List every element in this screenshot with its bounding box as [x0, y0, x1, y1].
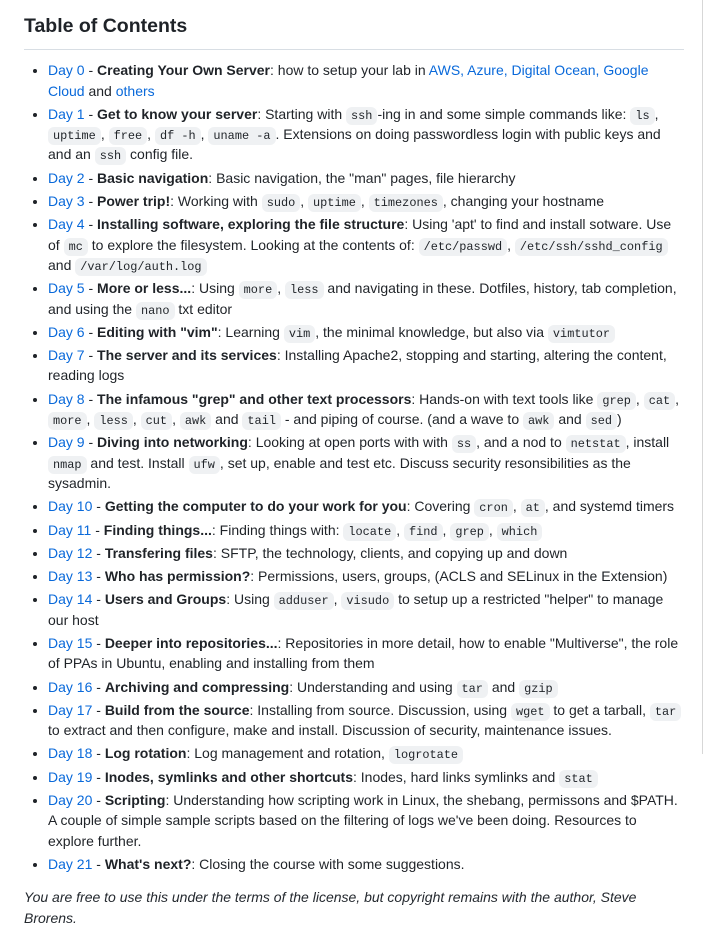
toc-item: • Day 2 - Basic navigation: Basic navigation, the "man" pages, file hierarchy [48, 168, 684, 188]
toc-item: • Day 20 - Scripting: Understanding how scripting work in Linux, the shebang, permissons and $PATH. A couple of simple sample scripts based on the filtering of logs we've been doing. Resources to explore further. [48, 790, 684, 851]
inline-code: timezones [369, 194, 443, 212]
toc-item: • Day 19 - Inodes, symlinks and other shortcuts: Inodes, hard links symlinks and stat [48, 767, 684, 787]
item-topic-title: Transfering files [104, 544, 213, 561]
inline-code: /etc/passwd [419, 238, 508, 256]
toc-item: • Day 6 - Editing with "vim": Learning vim , the minimal knowledge, but also via vimtutor [48, 322, 684, 342]
inline-code: adduser [274, 592, 334, 610]
day-link[interactable]: Day 11 [48, 521, 92, 538]
toc-item: • Day 0 - Creating Your Own Server: how to setup your lab in AWS, Azure, Digital Ocean, Google Cloud and others [48, 60, 684, 101]
toc-item: • Day 11 - Finding things...: Finding things with: locate , find , grep , which [48, 520, 684, 540]
toc-item: • Day 21 - What's next?: Closing the course with some suggestions. [48, 854, 684, 874]
item-topic-title: Build from the source [104, 701, 250, 718]
toc-item: • Day 4 - Installing software, exploring the file structure: Using 'apt' to find and install sotware. Use of mc to explore the filesystem. Looking at the contents of: /etc/passwd , /etc/ssh/sshd_config and /var/log/auth.log [48, 214, 684, 275]
inline-code: ls [630, 107, 654, 125]
inline-code: stat [559, 770, 598, 788]
day-link[interactable]: Day 16 [48, 678, 93, 695]
item-topic-title: Editing with "vim" [97, 323, 218, 340]
toc-item: • Day 1 - Get to know your server: Starting with ssh -ing in and some simple commands like: ls , uptime , free , df -h , uname -a . Extensions on doing passwordless login with public keys and and an ssh config file. [48, 104, 684, 165]
toc-item: • Day 12 - Transfering files: SFTP, the technology, clients, and copying up and down [48, 543, 684, 563]
inline-code: grep [597, 392, 636, 410]
inline-code: ssh [346, 107, 377, 125]
day-link[interactable]: Day 1 [48, 105, 85, 122]
day-link[interactable]: Day 19 [48, 768, 93, 785]
inline-code: cron [474, 499, 513, 517]
item-topic-title: Users and Groups [104, 591, 227, 608]
inline-code: wget [511, 703, 550, 721]
day-link[interactable]: Day 8 [48, 390, 85, 407]
inline-code: mc [64, 238, 88, 256]
inline-code: vimtutor [548, 325, 615, 343]
item-topic-title: Finding things... [103, 521, 212, 538]
day-link[interactable]: Day 12 [48, 544, 93, 561]
inline-code: cut [141, 412, 172, 430]
item-topic-title: Power trip! [97, 193, 171, 210]
inline-code: cat [644, 392, 675, 410]
inline-code: logrotate [389, 746, 463, 764]
item-topic-title: Basic navigation [97, 169, 209, 186]
day-link[interactable]: Day 10 [48, 498, 93, 515]
inline-code: sed [586, 412, 617, 430]
item-topic-title: Who has permission? [104, 568, 251, 585]
inline-link[interactable]: AWS, Azure, Digital Ocean, Google Cloud [48, 62, 649, 99]
item-topic-title: More or less... [97, 280, 192, 297]
toc-item: • Day 7 - The server and its services: Installing Apache2, stopping and starting, altering the content, reading logs [48, 345, 684, 386]
item-topic-title: Archiving and compressing [104, 678, 290, 695]
inline-code: uptime [48, 127, 101, 145]
inline-code: sudo [262, 194, 301, 212]
item-topic-title: Diving into networking [97, 434, 248, 451]
inline-code: tail [242, 412, 281, 430]
toc-item: • Day 14 - Users and Groups: Using adduser , visudo to setup up a restricted "helper" to manage our host [48, 589, 684, 630]
day-link[interactable]: Day 21 [48, 855, 93, 872]
day-link[interactable]: Day 9 [48, 434, 85, 451]
day-link[interactable]: Day 5 [48, 280, 85, 297]
item-topic-title: What's next? [104, 855, 192, 872]
day-link[interactable]: Day 17 [48, 701, 93, 718]
item-topic-title: Get to know your server [97, 105, 258, 122]
inline-code: vim [284, 325, 315, 343]
inline-code: ssh [95, 147, 126, 165]
item-topic-title: Scripting [104, 792, 166, 809]
item-topic-title: The server and its services [97, 347, 277, 364]
toc-item: • Day 9 - Diving into networking: Looking at open ports with with ss , and a nod to netstat , install nmap and test. Install ufw , set up, enable and test etc. Discuss security resonsibilities as the sysadmin. [48, 432, 684, 493]
toc-item: • Day 3 - Power trip!: Working with sudo , uptime , timezones , changing your hostname [48, 191, 684, 211]
inline-code: at [521, 499, 545, 517]
item-topic-title: Log rotation [104, 745, 187, 762]
inline-code: uname -a [208, 127, 275, 145]
inline-code: ss [452, 435, 476, 453]
day-link[interactable]: Day 18 [48, 745, 93, 762]
item-topic-title: Inodes, symlinks and other shortcuts [104, 768, 353, 785]
inline-code: gzip [519, 680, 558, 698]
day-link[interactable]: Day 2 [48, 169, 85, 186]
day-link[interactable]: Day 0 [48, 62, 85, 79]
inline-code: awk [180, 412, 211, 430]
day-link[interactable]: Day 7 [48, 347, 85, 364]
item-topic-title: The infamous "grep" and other text processors [97, 390, 412, 407]
toc-item: • Day 10 - Getting the computer to do your work for you: Covering cron , at , and systemd timers [48, 496, 684, 516]
inline-code: nano [136, 302, 175, 320]
content-right-border [702, 0, 703, 754]
inline-code: netstat [566, 435, 626, 453]
inline-code: grep [450, 523, 489, 541]
inline-code: awk [523, 412, 554, 430]
toc-item: • Day 15 - Deeper into repositories...: Repositories in more detail, how to enable "Multiverse", the role of PPAs in Ubuntu, enabling and installing from them [48, 633, 684, 674]
inline-code: more [48, 412, 87, 430]
day-link[interactable]: Day 4 [48, 216, 85, 233]
inline-code: more [239, 281, 278, 299]
license-note: You are free to use this under the terms of the license, but copyright remains with the author, Steve Brorens. [24, 889, 637, 926]
inline-code: tar [650, 703, 681, 721]
toc-item: • Day 17 - Build from the source: Installing from source. Discussion, using wget to get a tarball, tar to extract and then configure, make and install. Discussion of security, maintenance issues. [48, 700, 684, 741]
inline-code: /var/log/auth.log [75, 258, 206, 276]
inline-code: ufw [189, 456, 220, 474]
inline-code: free [109, 127, 148, 145]
inline-code: df -h [155, 127, 201, 145]
inline-code: /etc/ssh/sshd_config [515, 238, 668, 256]
toc-item: • Day 16 - Archiving and compressing: Understanding and using tar and gzip [48, 677, 684, 697]
inline-code: uptime [308, 194, 361, 212]
toc-item: • Day 18 - Log rotation: Log management and rotation, logrotate [48, 743, 684, 763]
toc-list [24, 60, 684, 874]
toc-item: • Day 13 - Who has permission?: Permissions, users, groups, (ACLS and SELinux in the Extension) [48, 566, 684, 586]
item-topic-title: Installing software, exploring the file structure [97, 216, 405, 233]
day-link[interactable]: Day 3 [48, 193, 85, 210]
toc-item: • Day 5 - More or less...: Using more , less and navigating in these. Dotfiles, history, tab completion, and using the nano txt editor [48, 278, 684, 319]
day-link[interactable]: Day 20 [48, 792, 93, 809]
item-topic-title: Getting the computer to do your work for you [104, 498, 407, 515]
toc-item: • Day 8 - The infamous "grep" and other text processors: Hands-on with text tools like grep , cat , more , less , cut , awk and tail - and piping of course. (and a wave to awk and sed ) [48, 389, 684, 430]
page-title: Table of Contents [24, 10, 684, 50]
inline-code: locate [343, 523, 396, 541]
day-link[interactable]: Day 13 [48, 568, 93, 585]
day-link[interactable]: Day 6 [48, 323, 85, 340]
inline-code: which [497, 523, 543, 541]
inline-code: visudo [341, 592, 394, 610]
inline-code: less [94, 412, 133, 430]
inline-link[interactable]: others [115, 82, 155, 99]
day-link[interactable]: Day 15 [48, 634, 93, 651]
inline-code: less [285, 281, 324, 299]
inline-code: tar [457, 680, 488, 698]
day-link[interactable]: Day 14 [48, 591, 93, 608]
inline-code: find [404, 523, 443, 541]
item-topic-title: Deeper into repositories... [104, 634, 278, 651]
item-topic-title: Creating Your Own Server [97, 62, 271, 79]
inline-code: nmap [48, 456, 87, 474]
